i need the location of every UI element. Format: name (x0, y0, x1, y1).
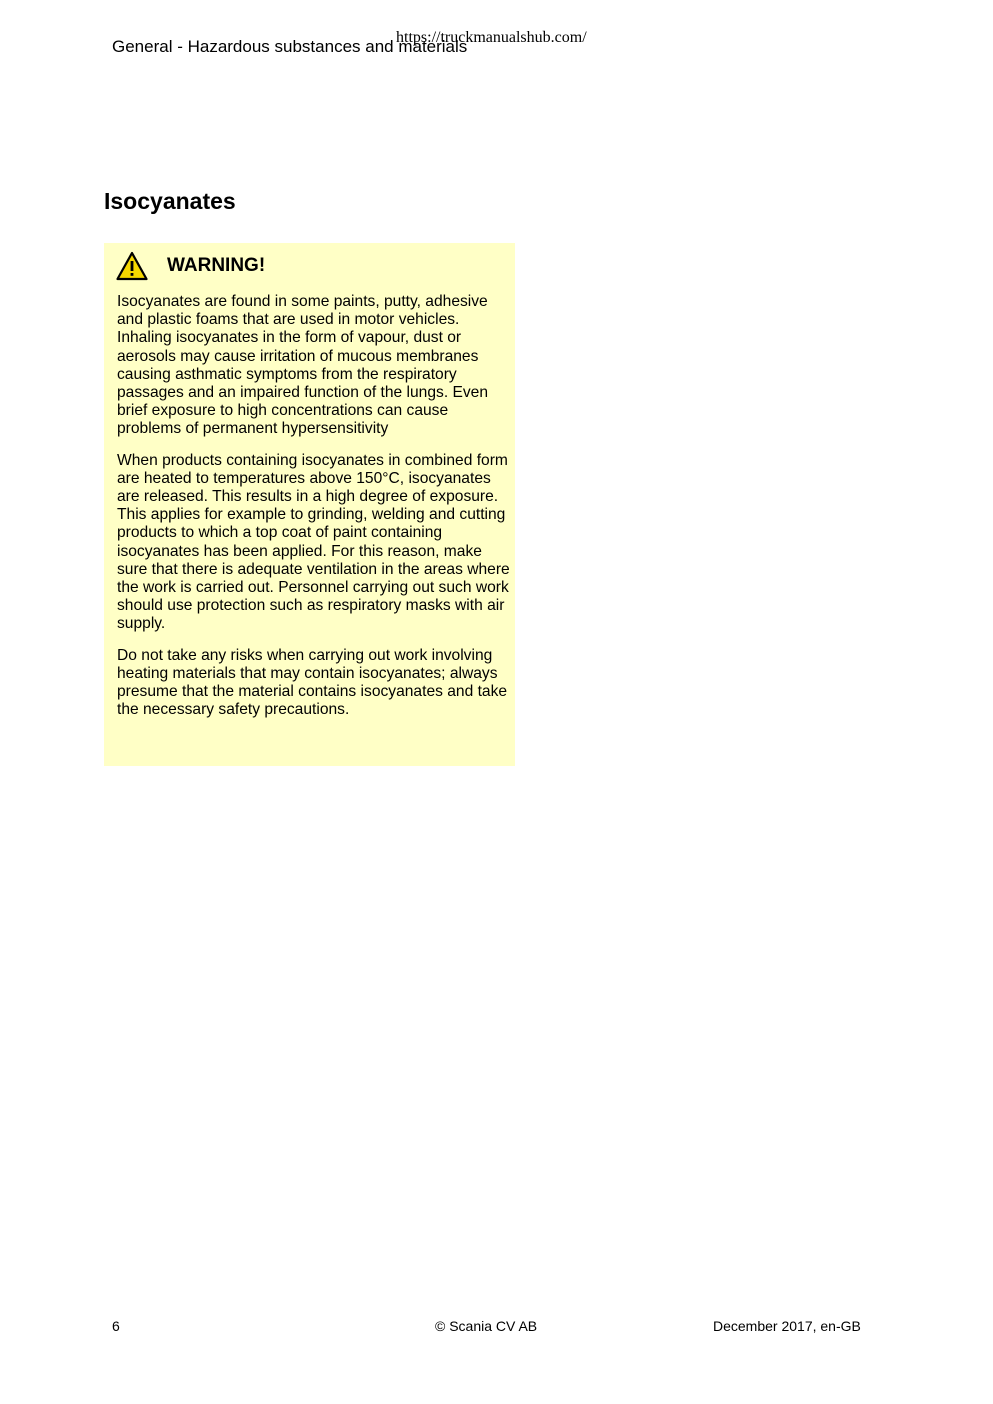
warning-paragraph: Isocyanates are found in some paints, putty, adhesive and plastic foams that are used in motor vehicles. Inhaling isocyanates in the form of vapour, dust or aerosols may cause irritation of mucous membranes causing asthmatic symptoms from the respiratory passages and an impaired function of the lungs. Even brief exposure to high concentrations can cause problems of permanent hypersensitivity (117, 293, 489, 438)
warning-label: WARNING! (167, 255, 266, 276)
watermark-url[interactable]: https://truckmanualshub.com/ (396, 29, 587, 46)
warning-paragraph: Do not take any risks when carrying out work involving heating materials that may contain isocyanates; always presume that the material contains isocyanates and take the necessary safety precautions. (117, 646, 508, 719)
section-heading: Isocyanates (104, 188, 236, 214)
footer-copyright: © Scania CV AB (435, 1318, 538, 1334)
warning-text (117, 293, 512, 732)
footer-date: December 2017, en-GB (713, 1318, 861, 1334)
warning-box (104, 243, 515, 766)
footer-page-number: 6 (112, 1318, 120, 1334)
warning-paragraph: When products containing isocyanates in combined form are heated to temperatures above 150°C, isocyanates are released. This results in a high degree of exposure. This applies for example to grinding, welding and cutting products to which a top coat of paint containing isocyanates has been applied. For this reason, make sure that there is adequate ventilation in the areas where the work is carried out. Personnel carrying out such work should use protection such as respiratory masks with air supply. (117, 451, 510, 633)
warning-triangle-icon (116, 251, 148, 281)
header-title: General - Hazardous substances and materials (112, 37, 468, 56)
